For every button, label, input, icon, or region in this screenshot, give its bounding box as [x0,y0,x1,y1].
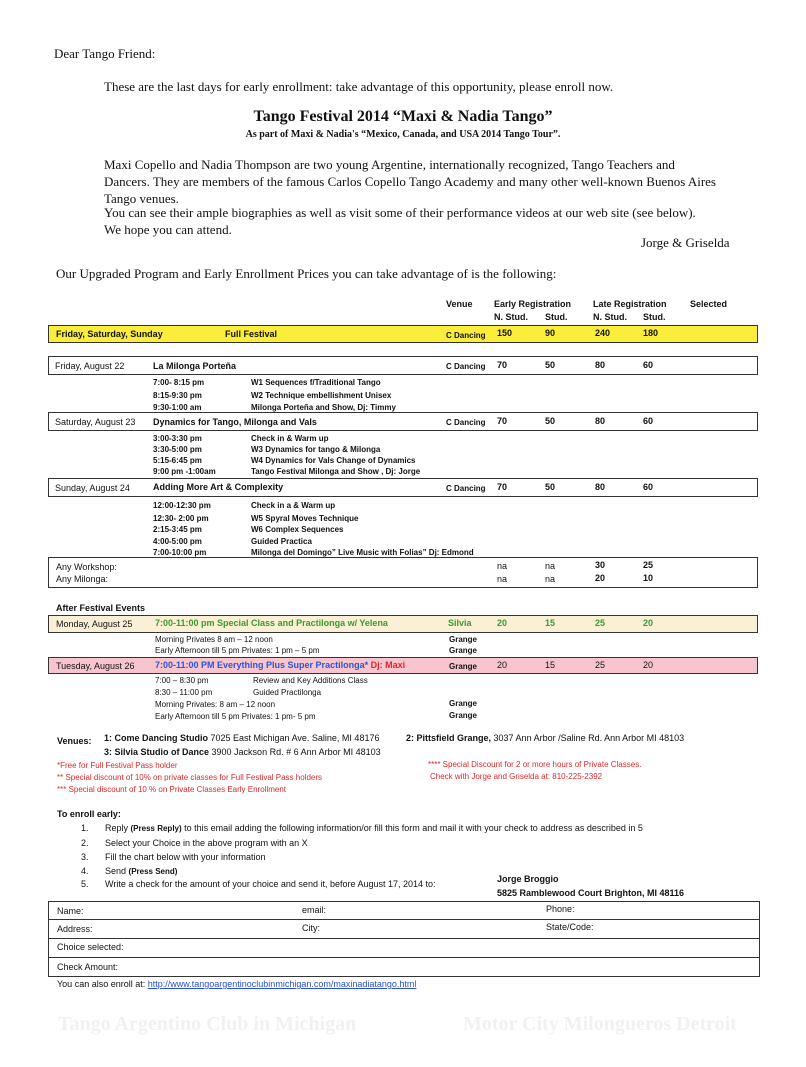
form-divider [48,938,760,939]
address-field[interactable]: Address: [57,924,93,934]
sunday-date: Sunday, August 24 [55,483,130,493]
friday-date: Friday, August 22 [55,361,125,371]
venues-label: Venues: [57,736,92,746]
note-discount-hours: **** Special Discount for 2 or more hours of Private Classes. [428,760,642,769]
tuesday-time: 7:00 – 8:30 pm [155,676,209,685]
venue-1 [104,733,379,743]
amount-field[interactable]: Check Amount: [57,962,119,972]
saturday-activity: Check in & Warm up [251,434,329,443]
web-prefix: You can also enroll at: [57,979,148,989]
festival-subtitle: As part of Maxi & Nadia's “Mexico, Canada, and USA 2014 Tango Tour”. [245,129,561,140]
sunday-time: 12:30- 2:00 pm [153,514,209,523]
tuesday-note: Early Afternoon till 5 pm Privates: 1 pm- 5 pm [155,712,316,721]
saturday-venue: C Dancing [446,418,486,427]
any-milonga-price: na [545,574,556,584]
full-festival-venue: C Dancing [446,331,486,340]
full-festival-price: 90 [545,328,556,338]
body-line-4: You can see their ample biographies as well as visit some of their performance videos at our web site (see below). [104,205,696,220]
header-early-nstud: N. Stud. [494,312,528,322]
step-number: 3. [81,852,89,862]
step-number: 5. [81,879,89,889]
saturday-price: 60 [643,416,654,426]
header-selected: Selected [690,299,728,309]
venue-3 [104,747,381,757]
full-festival-label: Full Festival [225,329,278,339]
signature: Jorge & Griselda [641,235,730,250]
step-2: Select your Choice in the above program with an X [105,838,308,848]
saturday-time: 3:30-5:00 pm [153,445,202,454]
step-number: 2. [81,838,89,848]
venue-2 [406,733,684,743]
monday-note: Morning Privates 8 am – 12 noon [155,635,273,644]
step-4-hint: (Press Send) [128,867,178,876]
any-workshop-price: na [545,561,556,571]
saturday-activity: W4 Dynamics for Vals Change of Dynamics [251,456,416,465]
sunday-time: 7:00-10:00 pm [153,548,207,557]
monday-note-venue: Grange [449,635,478,644]
step-4-text: Send [105,866,129,876]
enroll-form [48,901,760,977]
tuesday-note: Morning Privates: 8 am – 12 noon [155,700,276,709]
body-line-2: Dancers. They are members of the famous Carlos Copello Tango Academy and many other well-known Buenos Aires [104,174,716,189]
sunday-price: 80 [595,482,606,492]
tuesday-price: 20 [643,660,654,670]
enroll-heading: To enroll early: [57,809,121,819]
saturday-activity: Tango Festival Milonga and Show , Dj: Jorge [251,467,421,476]
tuesday-note-venue: Grange [449,699,478,708]
friday-activity: W2 Technique embellishment Unisex [251,391,392,400]
monday-price: 25 [595,618,606,628]
after-heading: After Festival Events [56,603,146,613]
note-discount-early: *** Special discount of 10 % on Private Classes Early Enrollment [57,785,286,794]
venue-2-name: 2: Pittsfield Grange, [406,733,492,743]
friday-time: 8:15-9:30 pm [153,391,202,400]
saturday-activity: W3 Dynamics for tango & Milonga [251,445,381,454]
mail-name: Jorge Broggio [497,874,559,884]
sunday-price: 60 [643,482,654,492]
step-1-hint: (Press Reply) [130,824,182,833]
any-workshop-price: na [497,561,508,571]
sunday-time: 12:00-12:30 pm [153,501,211,510]
saturday-name: Dynamics for Tango, Milonga and Vals [153,417,317,427]
header-early-stud: Stud. [545,312,568,322]
header-early: Early Registration [494,299,572,309]
any-workshop-label: Any Workshop: [56,562,117,572]
friday-name: La Milonga Porteña [153,361,237,371]
step-1 [105,823,643,833]
email-field[interactable]: email: [302,905,327,915]
venue-1-name: 1: Come Dancing Studio [104,733,209,743]
sunday-venue: C Dancing [446,484,486,493]
body-line-3: Tango venues. [104,191,179,206]
monday-venue: Silvia [448,618,472,628]
intro-text: These are the last days for early enrollment: take advantage of this opportunity, please enroll now. [104,79,614,94]
web-enroll [57,979,416,989]
city-field[interactable]: City: [302,923,320,933]
sunday-price: 70 [497,482,508,492]
any-milonga-label: Any Milonga: [56,574,109,584]
friday-time: 7:00- 8:15 pm [153,378,205,387]
tuesday-note-venue: Grange [449,711,478,720]
friday-price: 60 [643,360,654,370]
header-venue: Venue [446,299,473,309]
full-festival-days: Friday, Saturday, Sunday [56,329,163,339]
monday-note: Early Afternoon till 5 pm Privates: 1 pm – 5 pm [155,646,320,655]
choice-field[interactable]: Choice selected: [57,942,124,952]
any-workshop-price: 30 [595,560,606,570]
step-number: 4. [81,866,89,876]
venue-2-address: 3037 Ann Arbor /Saline Rd. Ann Arbor MI 48103 [491,733,685,743]
sunday-name: Adding More Art & Complexity [153,482,284,492]
venue-3-name: 3: Silvia Studio of Dance [104,747,210,757]
saturday-price: 70 [497,416,508,426]
sunday-activity: Check in a & Warm up [251,501,336,510]
any-milonga-price: 20 [595,573,606,583]
step-5: Write a check for the amount of your choice and send it, before August 17, 2014 to: [105,879,436,889]
sunday-activity: Milonga del Domingo” Live Music with Folias” Dj: Edmond [251,548,474,557]
festival-title: Tango Festival 2014 “Maxi & Nadia Tango” [253,108,553,125]
saturday-time: 5:15-6:45 pm [153,456,202,465]
full-festival-price: 150 [497,328,513,338]
friday-price: 70 [497,360,508,370]
tuesday-venue: Grange [449,662,478,671]
note-contact: Check with Jorge and Griselda at: 810-225-2392 [430,772,603,781]
monday-event: 7:00-11:00 pm Special Class and Practilonga w/ Yelena [155,618,388,628]
saturday-time: 9:00 pm -1:00am [153,467,216,476]
friday-time: 9:30-1:00 am [153,403,202,412]
header-late: Late Registration [593,299,667,309]
sunday-price: 50 [545,482,556,492]
step-1-text: Reply [105,823,131,833]
ghost-footer-right: Motor City Milongueros Detroit [463,1013,737,1035]
tuesday-price: 15 [545,660,556,670]
tuesday-date: Tuesday, August 26 [56,661,135,671]
monday-price: 15 [545,618,556,628]
any-milonga-price: 10 [643,573,654,583]
full-festival-price: 180 [643,328,659,338]
sunday-activity: W6 Complex Sequences [251,525,344,534]
monday-price: 20 [643,618,654,628]
venue-3-address: 3900 Jackson Rd. # 6 Ann Arbor MI 48103 [209,747,381,757]
sunday-time: 2:15-3:45 pm [153,525,202,534]
monday-note-venue: Grange [449,646,478,655]
state-field[interactable]: State/Code: [546,922,594,932]
saturday-price: 80 [595,416,606,426]
body-line-1: Maxi Copello and Nadia Thompson are two young Argentine, internationally recognized, Tango Teachers and [104,157,675,172]
body-line-5: We hope you can attend. [104,222,232,237]
full-festival-price: 240 [595,328,611,338]
name-field[interactable]: Name: [57,906,84,916]
friday-activity: W1 Sequences f/Traditional Tango [251,378,381,387]
ghost-footer-left: Tango Argentino Club in Michigan [58,1013,357,1035]
tuesday-event-dj: Dj: Maxi [370,660,406,670]
step-1-rest: to this email adding the following information/or fill this form and mail it with your check to address as described in 5 [181,823,643,833]
tuesday-activity: Review and Key Additions Class [253,676,368,685]
step-3: Fill the chart below with your information [105,852,266,862]
saturday-time: 3:00-3:30 pm [153,434,202,443]
saturday-date: Saturday, August 23 [55,417,136,427]
program-intro: Our Upgraded Program and Early Enrollment Prices you can take advantage of is the following: [56,266,557,281]
step-4 [105,866,177,876]
form-divider [48,919,760,920]
sunday-time: 4:00-5:00 pm [153,537,202,546]
note-discount-full: ** Special discount of 10% on private classes for Full Festival Pass holders [57,773,323,782]
tuesday-event [155,660,405,670]
friday-activity: Milonga Porteña and Show, Dj: Timmy [251,403,396,412]
friday-price: 50 [545,360,556,370]
phone-field[interactable]: Phone: [546,904,575,914]
mail-address: 5825 Ramblewood Court Brighton, MI 48116 [497,888,685,898]
tuesday-event-main: 7:00-11:00 PM Everything Plus Super Practilonga* [155,660,371,670]
tuesday-price: 25 [595,660,606,670]
monday-price: 20 [497,618,508,628]
step-number: 1. [81,823,89,833]
friday-venue: C Dancing [446,362,486,371]
monday-date: Monday, August 25 [56,619,133,629]
form-divider [48,957,760,958]
any-workshop-price: 25 [643,560,654,570]
web-link[interactable]: http://www.tangoargentinoclubinmichigan.com/maxinadiatango.html [147,979,417,989]
header-late-stud: Stud. [643,312,666,322]
tuesday-price: 20 [497,660,508,670]
tuesday-activity: Guided Practilonga [253,688,322,697]
tuesday-time: 8:30 – 11:00 pm [155,688,213,697]
venue-1-address: 7025 East Michigan Ave. Saline, MI 48176 [208,733,380,743]
saturday-price: 50 [545,416,556,426]
sunday-activity: W5 Spyral Moves Technique [251,514,359,523]
header-late-nstud: N. Stud. [593,312,627,322]
friday-price: 80 [595,360,606,370]
sunday-activity: Guided Practica [251,537,312,546]
note-free-pass: *Free for Full Festival Pass holder [57,761,178,770]
any-milonga-price: na [497,574,508,584]
greeting: Dear Tango Friend: [54,46,156,61]
